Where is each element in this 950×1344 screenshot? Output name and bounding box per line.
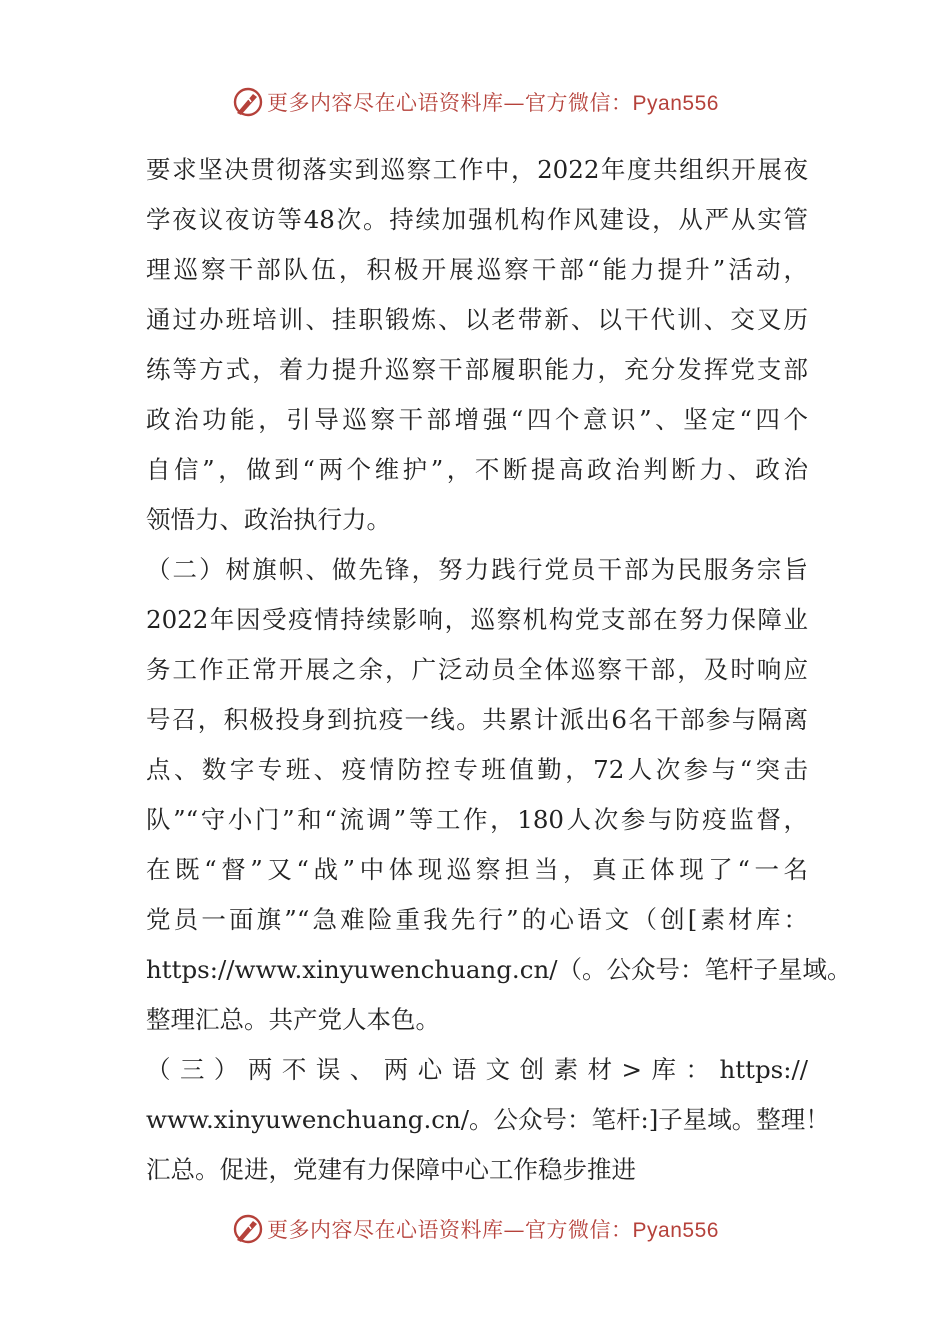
text-line: 领悟力、政治执行力。	[146, 505, 391, 534]
text-line: 理巡察干部队伍，积极开展巡察干部“能力提升”活动，	[146, 255, 808, 284]
section-heading: （三）两不误、两心语文创素材>库：https://	[146, 1055, 808, 1084]
document-body	[146, 148, 852, 1198]
text-line: www.xinyuwenchuang.cn/。公众号：笔杆:]子星域。整理！	[146, 1105, 830, 1134]
text-line: 政治功能，引导巡察干部增强“四个意识”、坚定“四个	[146, 405, 808, 434]
text-line: 汇总。促进，党建有力保障中心工作稳步推进	[146, 1155, 636, 1184]
pen-logo-icon	[231, 85, 265, 119]
text-line: 自信”，做到“两个维护”，不断提高政治判断力、政治	[146, 455, 808, 484]
text-line: 整理汇总。共产党人本色。	[146, 1005, 440, 1034]
text-line: 要求坚决贯彻落实到巡察工作中，2022年度共组织开展夜	[146, 155, 808, 184]
text-line: 在既“督”又“战”中体现巡察担当，真正体现了“一名	[146, 855, 808, 884]
header-banner-text: 更多内容尽在心语资料库—官方微信：Pyan556	[267, 91, 719, 115]
footer-banner	[0, 1209, 950, 1249]
text-line: 党员一面旗”“急难险重我先行”的心语文（创[素材库：	[146, 905, 808, 934]
footer-banner-text: 更多内容尽在心语资料库—官方微信：Pyan556	[267, 1218, 719, 1242]
text-line: 号召，积极投身到抗疫一线。共累计派出6名干部参与隔离	[146, 705, 808, 734]
text-line: https://www.xinyuwenchuang.cn/（。公众号：笔杆子星域。	[146, 955, 852, 984]
header-banner	[0, 82, 950, 122]
text-line: 务工作正常开展之余，广泛动员全体巡察干部，及时响应	[146, 655, 808, 684]
text-line: 队”“守小门”和“流调”等工作，180人次参与防疫监督，	[146, 805, 808, 834]
pen-logo-icon	[231, 1212, 265, 1246]
section-heading: （二）树旗帜、做先锋，努力践行党员干部为民服务宗旨	[146, 555, 808, 584]
text-line: 练等方式，着力提升巡察干部履职能力，充分发挥党支部	[146, 355, 808, 384]
text-line: 学夜议夜访等48次。持续加强机构作风建设，从严从实管	[146, 205, 808, 234]
text-line: 点、数字专班、疫情防控专班值勤，72人次参与“突击	[146, 755, 808, 784]
text-line: 通过办班培训、挂职锻炼、以老带新、以干代训、交叉历	[146, 305, 808, 334]
text-line: 2022年因受疫情持续影响，巡察机构党支部在努力保障业	[146, 605, 808, 634]
